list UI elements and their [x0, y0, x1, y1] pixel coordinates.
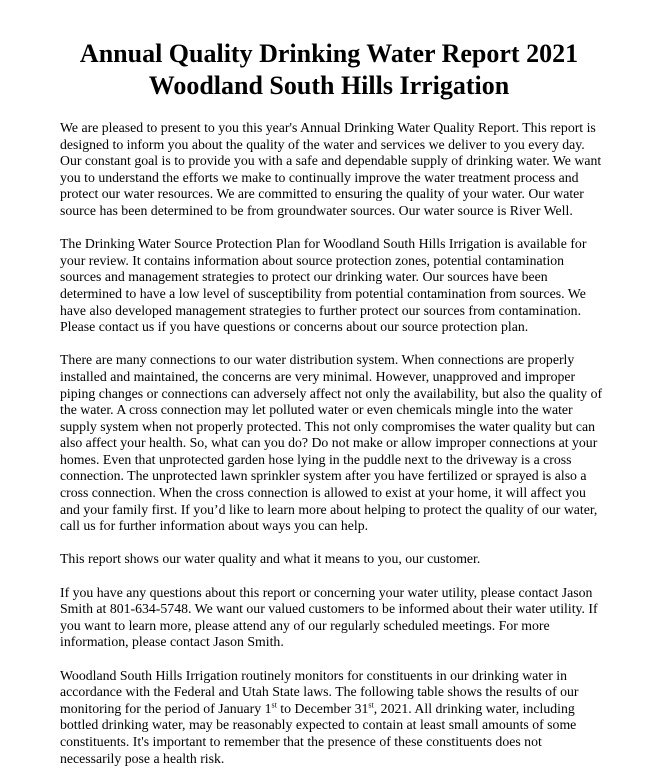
report-title: Annual Quality Drinking Water Report 2021: [79, 39, 579, 68]
intro-paragraph: We are pleased to present to you this year's Annual Drinking Water Quality Report. This report is designed to inform you about the quality of the water and services we deliver to you every day. Our constant goal is to provide you with a safe and dependable supply of drinking water. We want you to understand the efforts we make to continually improve the water treatment process and protect our water resources. We are committed to ensuring the quality of your water. Our water source has been determined to be from groundwater sources. Our water source is River Well.: [60, 120, 602, 218]
cross-connection-paragraph: There are many connections to our water distribution system. When connections are properly installed and maintained, the concerns are very minimal. However, unapproved and improper piping changes or connections can adversely affect not only the availability, but also the quality of the water. A cross connection may let polluted water or even chemicals mingle into the water supply system when not properly protected. This not only compromises the water quality but can also affect your health. So, what can you do? Do not make or allow improper connections at your homes. Even that unprotected garden hose lying in the puddle next to the driveway is a cross connection. The unprotected lawn sprinkler system after you have fertilized or sprayed is also a cross connection. When the cross connection is allowed to exist at your home, it will affect you and your family first. If you’d like to learn more about helping to protect the quality of our water, call us for further information about ways you can help.: [60, 352, 603, 534]
monitoring-paragraph: [60, 668, 606, 768]
report-body: [60, 120, 606, 784]
ordinal-suffix: st: [368, 700, 374, 710]
monitoring-text-a: Woodland South Hills Irrigation routinely monitors for constituents in our drinking water in accordance with the Federal and Utah State laws. The following table shows the results of our monitoring for the period of January 1: [60, 667, 579, 716]
source-protection-paragraph: The Drinking Water Source Protection Plan for Woodland South Hills Irrigation is available for your review. It contains information about source protection zones, potential contamination sources and management strategies to protect our drinking water. Our sources have been determined to have a low level of susceptibility from potential contamination from sources. We have also developed management strategies to further protect our sources from contamination. Please contact us if you have questions or concerns about our source protection plan.: [60, 236, 587, 335]
report-subtitle: Woodland South Hills Irrigation: [148, 71, 510, 100]
monitoring-text-c: , 2021. All drinking water, including bottled drinking water, may be reasonably expected to contain at least small amounts of some constituents. It's important to remember that the presence of these constituents does not necessarily pose a health risk.: [60, 700, 577, 766]
contact-paragraph: If you have any questions about this report or concerning your water utility, please contact Jason Smith at 801-634-5748. We want our valued customers to be informed about their water utility. If you want to learn more, please attend any of our regularly scheduled meetings. For more information, please contact Jason Smith.: [60, 584, 598, 650]
monitoring-text-b: to December 31: [276, 700, 369, 716]
ordinal-suffix: st: [271, 700, 277, 710]
report-purpose-paragraph: This report shows our water quality and what it means to you, our customer.: [60, 551, 481, 567]
